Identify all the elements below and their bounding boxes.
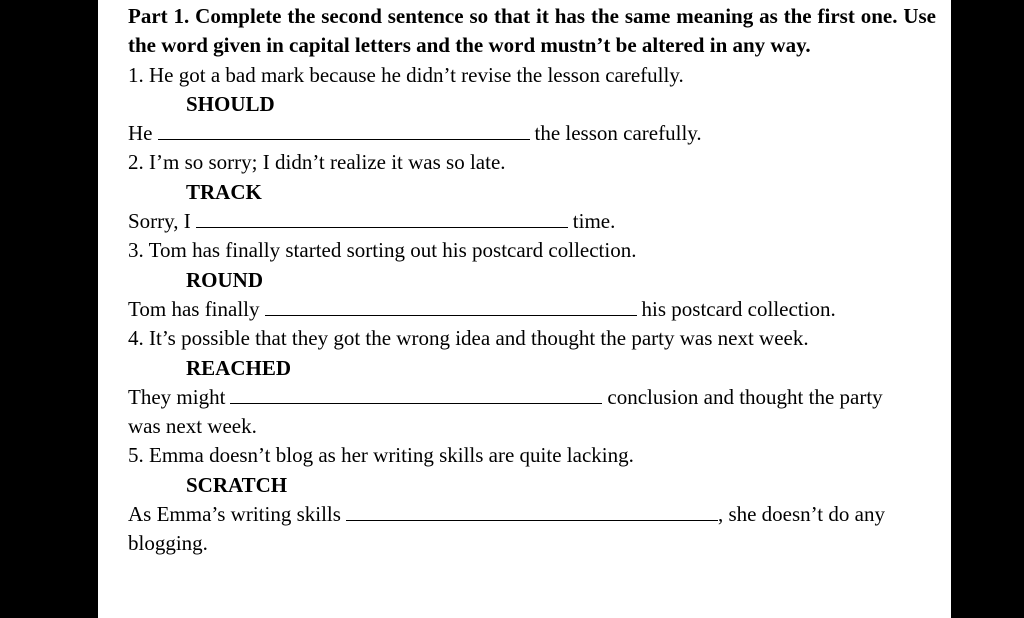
- rewrite-suffix: conclusion and thought the party: [607, 384, 883, 409]
- answer-blank[interactable]: [158, 119, 530, 140]
- answer-blank[interactable]: [230, 383, 602, 404]
- original-sentence: 1. He got a bad mark because he didn’t revise the lesson carefully.: [128, 62, 684, 87]
- exercise-item-4: [128, 324, 936, 441]
- exercise-item-1: [128, 61, 936, 149]
- rewrite-prefix: They might: [128, 384, 226, 409]
- rewrite-prefix: As Emma’s writing skills: [128, 502, 341, 527]
- exercise-item-5: [128, 441, 936, 558]
- rewrite-suffix: , she doesn’t do any: [717, 502, 885, 527]
- exercise-item-3: [128, 236, 936, 324]
- rewrite-sentence: [128, 119, 936, 148]
- original-sentence: 5. Emma doesn’t blog as her writing skills are quite lacking.: [128, 443, 634, 468]
- exercise-item-2: [128, 148, 936, 236]
- rewrite-prefix: Tom has finally: [128, 296, 260, 321]
- keyword: SHOULD: [186, 91, 275, 116]
- keyword: ROUND: [186, 267, 263, 292]
- answer-blank[interactable]: [346, 500, 718, 521]
- exercise-content: [128, 2, 936, 559]
- rewrite-prefix: He: [128, 121, 153, 146]
- document-page: [98, 0, 951, 618]
- rewrite-sentence: [128, 383, 936, 412]
- original-sentence: 2. I’m so sorry; I didn’t realize it was so late.: [128, 150, 506, 175]
- rewrite-prefix: Sorry, I: [128, 209, 191, 234]
- rewrite-continuation: blogging.: [128, 531, 208, 556]
- keyword: TRACK: [186, 179, 262, 204]
- original-sentence: 3. Tom has finally started sorting out his postcard collection.: [128, 238, 637, 263]
- rewrite-suffix: time.: [572, 209, 616, 234]
- answer-blank[interactable]: [196, 207, 568, 228]
- rewrite-suffix: the lesson carefully.: [534, 121, 702, 146]
- original-sentence: 4. It’s possible that they got the wrong idea and thought the party was next week.: [128, 326, 809, 351]
- rewrite-suffix: his postcard collection.: [641, 296, 836, 321]
- rewrite-sentence: [128, 295, 936, 324]
- keyword: SCRATCH: [186, 472, 288, 497]
- rewrite-sentence: [128, 500, 936, 529]
- keyword: REACHED: [186, 355, 292, 380]
- answer-blank[interactable]: [265, 295, 637, 316]
- rewrite-continuation: was next week.: [128, 414, 257, 439]
- exercise-instructions: Part 1. Complete the second sentence so that it has the same meaning as the first one. Use the word given in capital letters and the word mustn’t be altered in any way.: [128, 4, 936, 58]
- rewrite-sentence: [128, 207, 936, 236]
